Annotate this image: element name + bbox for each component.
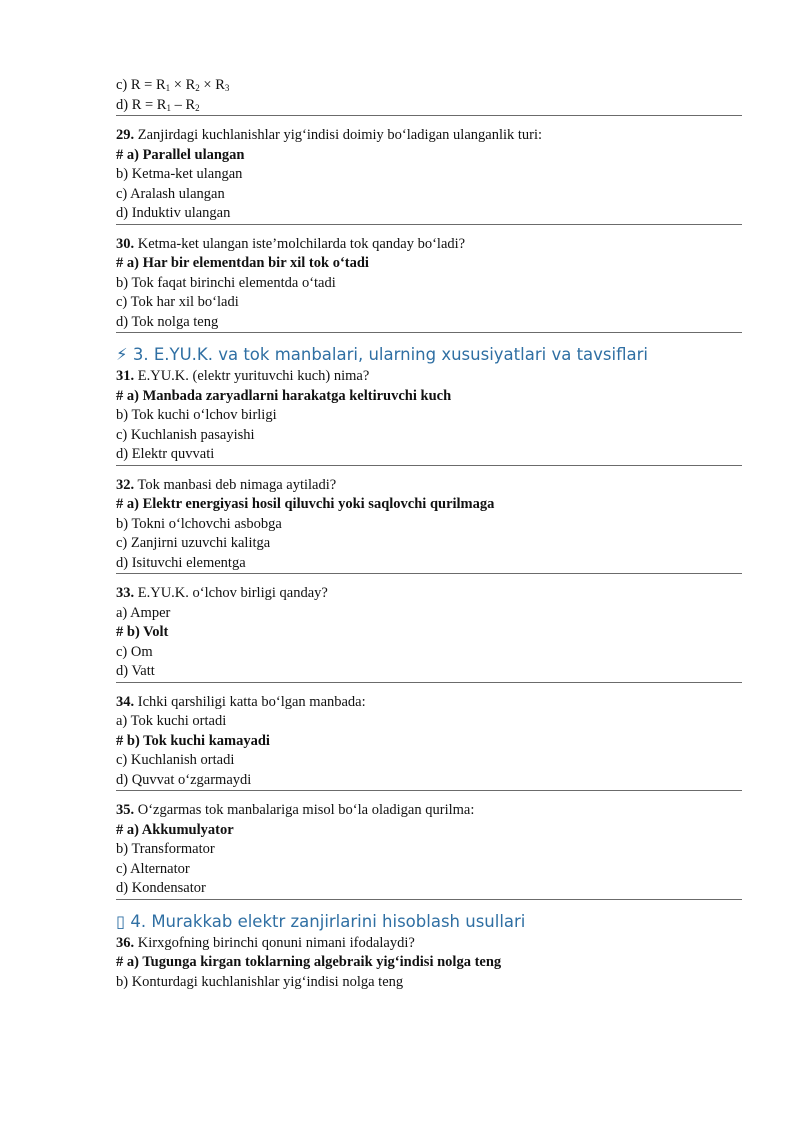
- question-text: 31. E.YU.K. (elektr yurituvchi kuch) nima?: [116, 368, 370, 384]
- option-correct: # a) Tugunga kirgan toklarning algebraik yig‘indisi nolga teng: [116, 954, 502, 970]
- option-correct: # b) Tok kuchi kamayadi: [116, 732, 270, 749]
- question-30: [116, 235, 742, 334]
- question-28-tail: [116, 76, 742, 116]
- question-36: [116, 934, 742, 993]
- option-correct: # a) Har bir elementdan bir xil tok o‘tadi: [116, 255, 369, 271]
- question-text: 36. Kirxgofning birinchi qonuni nimani ifodalaydi?: [116, 934, 415, 951]
- option: c) Zanjirni uzuvchi kalitga: [116, 535, 271, 551]
- option: b) Tok faqat birinchi elementda o‘tadi: [116, 274, 336, 291]
- option: c) Om: [116, 643, 153, 660]
- placeholder-box-icon: ▯: [116, 911, 126, 931]
- option-correct: # a) Elektr energiyasi hosil qiluvchi yoki saqlovchi qurilmaga: [116, 496, 495, 512]
- question-32: [116, 476, 742, 575]
- option: d) Tok nolga teng: [116, 313, 742, 334]
- option: a) Tok kuchi ortadi: [116, 713, 227, 729]
- question-text: 35. O‘zgarmas tok manbalariga misol bo‘la oladigan qurilma:: [116, 802, 475, 818]
- option: a) Amper: [116, 604, 171, 621]
- page-content: [116, 76, 742, 992]
- option: c) Tok har xil bo‘ladi: [116, 294, 239, 310]
- option-d: d) $R = R_1 - R_2$: [116, 96, 742, 117]
- option: d) Induktiv ulangan: [116, 204, 742, 225]
- question-text: 32. Tok manbasi deb nimaga aytiladi?: [116, 476, 337, 493]
- option: b) Tokni o‘lchovchi asbobga: [116, 515, 282, 532]
- option: b) Konturdagi kuchlanishlar yig‘indisi nolga teng: [116, 973, 404, 990]
- option: b) Ketma-ket ulangan: [116, 166, 243, 182]
- section-heading-3: ⚡ 3. E.YU.K. va tok manbalari, ularning xususiyatlari va tavsiflari: [116, 345, 648, 364]
- option: d) Elektr quvvati: [116, 445, 742, 466]
- question-29: [116, 126, 742, 225]
- question-33: [116, 584, 742, 683]
- option-correct: # b) Volt: [116, 624, 169, 640]
- question-text: 30. Ketma-ket ulangan iste’molchilarda tok qanday bo‘ladi?: [116, 235, 466, 252]
- option: b) Tok kuchi o‘lchov birligi: [116, 407, 277, 423]
- option: c) Alternator: [116, 860, 190, 877]
- option: c) Aralash ulangan: [116, 185, 225, 202]
- option: c) Kuchlanish ortadi: [116, 752, 235, 768]
- question-31: [116, 367, 742, 466]
- option-correct: # a) Manbada zaryadlarni harakatga keltiruvchi kuch: [116, 387, 452, 404]
- option-c: c) $R = R_1 \times R_2 \times R_3$: [116, 77, 230, 93]
- option: c) Kuchlanish pasayishi: [116, 426, 255, 443]
- option: d) Vatt: [116, 662, 742, 683]
- option: d) Quvvat o‘zgarmaydi: [116, 771, 742, 792]
- option: d) Kondensator: [116, 879, 742, 900]
- option-correct: # a) Parallel ulangan: [116, 146, 245, 163]
- question-text: 33. E.YU.K. o‘lchov birligi qanday?: [116, 585, 328, 601]
- question-35: [116, 801, 742, 900]
- question-text: 34. Ichki qarshiligi katta bo‘lgan manbada:: [116, 693, 366, 710]
- option: b) Transformator: [116, 841, 215, 857]
- question-text: 29. Zanjirdagi kuchlanishlar yig‘indisi doimiy bo‘ladigan ulanganlik turi:: [116, 127, 543, 143]
- section-heading-4: ▯ 4. Murakkab elektr zanjirlarini hisoblash usullari: [116, 911, 526, 931]
- question-34: [116, 693, 742, 792]
- option: d) Isituvchi elementga: [116, 554, 742, 575]
- lightning-icon: ⚡: [116, 345, 128, 364]
- option-correct: # a) Akkumulyator: [116, 821, 234, 838]
